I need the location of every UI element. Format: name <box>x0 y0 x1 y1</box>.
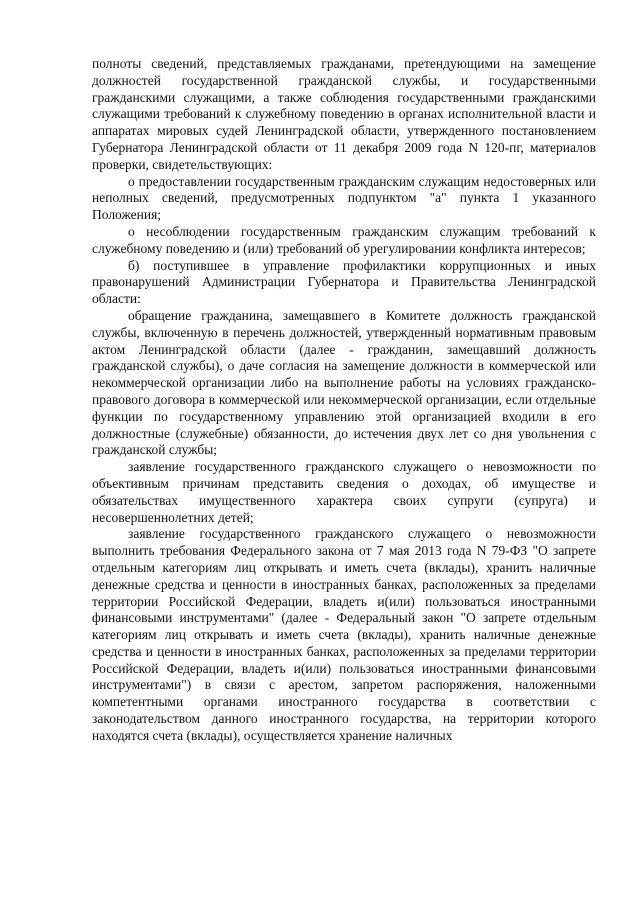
paragraph-item: о предоставлении государственным гражданским служащим недостоверных или неполных сведений, предусмотренных подпунктом "а" пункта 1 указанного Положения; <box>92 173 596 223</box>
document-page <box>92 56 596 745</box>
paragraph-item: заявление государственного гражданского служащего о невозможности по объективным причинам представить сведения о доходах, об имуществе и обязательствах имущественного характера своих супруги (супруга) и несовершеннолетних детей; <box>92 459 596 525</box>
paragraph-intro: полноты сведений, представляемых гражданами, претендующими на замещение должностей государственной гражданской службы, и государственными гражданскими служащими, а также соблюдения государственными гражданскими служащими требований к служебному поведению в органах исполнительной власти и аппаратах мировых судей Ленинградской области, утвержденного постановлением Губернатора Ленинградской области от 11 декабря 2009 года N 120-пг, материалов проверки, свидетельствующих: <box>92 56 596 172</box>
paragraph-item: о несоблюдении государственным гражданским служащим требований к служебному поведению и (или) требований об урегулировании конфликта интересов; <box>92 223 596 256</box>
paragraph-item: заявление государственного гражданского служащего о невозможности выполнить требования Федерального закона от 7 мая 2013 года N 79-ФЗ "О запрете отдельным категориям лиц открывать и иметь счета (вклады), хранить наличные денежные средства и ценности в иностранных банках, расположенных за пределами территории Российской Федерации, владеть и(или) пользоваться иностранными финансовыми инструментами" (далее - Федеральный закон "О запрете отдельным категориям лиц открывать и иметь счета (вклады), хранить наличные денежные средства и ценности в иностранных банках, расположенных за пределами территории Российской Федерации, владеть и(или) пользоваться иностранными финансовыми инструментами") в связи с арестом, запретом распоряжения, наложенными компетентными органами иностранного государства в соответствии с законодательством данного иностранного государства, на территории которого находятся счета (вклады), осуществляется хранение наличных <box>92 526 596 743</box>
paragraph-item: обращение гражданина, замещавшего в Комитете должность гражданской службы, включенную в перечень должностей, утвержденный нормативным правовым актом Ленинградской области (далее - гражданин, замещавший должность гражданской службы), о даче согласия на замещение должности в коммерческой или некоммерческой организации либо на выполнение работы на условиях гражданско-правового договора в коммерческой или некоммерческой организации, если отдельные функции по государственному управлению этой организацией входили в его должностные (служебные) обязанности, до истечения двух лет со дня увольнения с гражданской службы; <box>92 307 596 458</box>
paragraph-item: б) поступившее в управление профилактики коррупционных и иных правонарушений Администрации Губернатора и Правительства Ленинградской области: <box>92 257 596 307</box>
